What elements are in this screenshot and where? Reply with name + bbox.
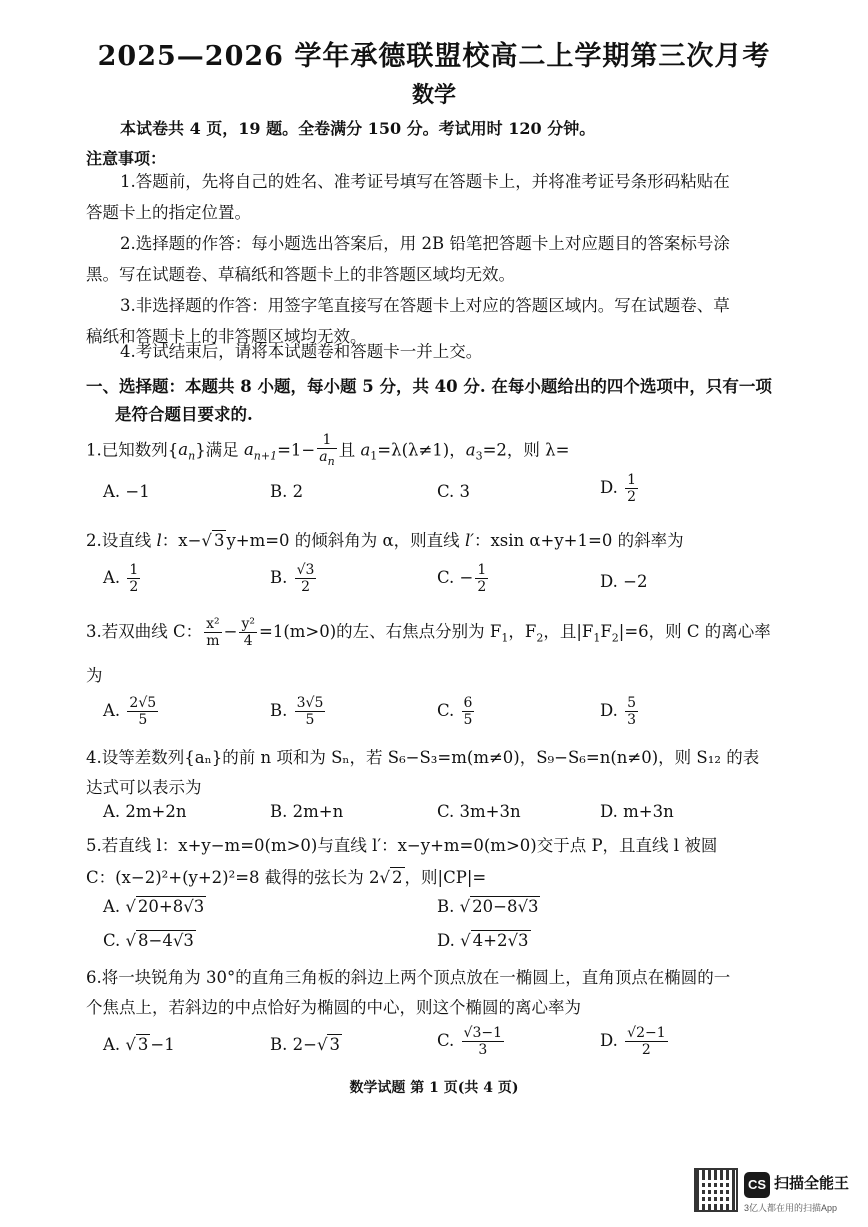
- q5-option-c: C. √ 8−4√3: [103, 931, 194, 950]
- question-5-line1: 5.若直线 l：x+y−m=0(m>0)与直线 l′：x−y+m=0(m>0)交于点 P，且直线 l 被圆: [86, 836, 718, 855]
- section-heading-line2: 是符合题目要求的.: [115, 405, 253, 424]
- q2-option-c: C. − $\frac{1}{2}$: [437, 562, 487, 595]
- question-6-line1: 6.将一块锐角为 30°的直角三角板的斜边上两个顶点放在一椭圆上，直角顶点在椭圆的一: [86, 968, 731, 987]
- q6-option-d: D. $\frac{√2-1}{2}$: [600, 1025, 666, 1058]
- notice-item-1-line1: 1.答题前，先将自己的姓名、准考证号填写在答题卡上，并将准考证号条形码粘贴在: [120, 172, 730, 191]
- notice-item-3-line1: 3.非选择题的作答：用签字笔直接写在答题卡上对应的答题区域内。写在试题卷、草: [120, 296, 730, 315]
- camscanner-tagline: 3亿人都在用的扫描App: [744, 1203, 838, 1213]
- question-2-stem: 2.设直线 l：x−√ 3 y+m=0 的倾斜角为 α，则直线 l′：xsin α+y+1=0 的斜率为: [86, 531, 684, 550]
- q5-option-a: A. √ 20+8√3: [103, 897, 205, 916]
- notice-item-2-line1: 2.选择题的作答：每小题选出答案后，用 2B 铅笔把答题卡上对应题目的答案标号涂: [120, 234, 730, 253]
- q1-option-c: C. 3: [437, 482, 471, 501]
- notice-item-2-line2: 黑。写在试题卷、草稿纸和答题卡上的非答题区域均无效。: [86, 265, 515, 284]
- q5-option-d: D. √ 4+2√3: [437, 931, 529, 950]
- notice-heading: 注意事项：: [86, 149, 167, 168]
- q4-option-a: A. 2m+2n: [103, 802, 187, 821]
- notice-item-1-line2: 答题卡上的指定位置。: [86, 203, 251, 222]
- camscanner-name: 扫描全能王: [774, 1175, 850, 1192]
- question-3-line2: 为: [86, 666, 103, 685]
- qr-code-icon: [694, 1168, 738, 1212]
- question-1-stem: 1.已知数列$\{a_n\}$满足 $a_{n+1}=1-$ $\frac{1}{a_n}$ 且 $a_1=\lambda(\lambda\ne 1)$，$a_3=2$，则 λ=: [86, 432, 570, 468]
- fraction: $\frac{1}{a_n}$: [319, 432, 335, 468]
- q3-option-c: C. $\frac{6}{5}$: [437, 695, 473, 728]
- question-6-line2: 个焦点上，若斜边的中点恰好为椭圆的中心，则这个椭圆的离心率为: [86, 998, 581, 1017]
- exam-title: 2025—2026 学年承德联盟校高二上学期第三次月考: [97, 41, 771, 72]
- camscanner-logo-icon: CS: [744, 1172, 770, 1198]
- notice-item-4: 4.考试结束后，请将本试题卷和答题卡一并上交。: [120, 342, 483, 361]
- q2-option-d: D. −2: [600, 572, 648, 591]
- question-3-stem: 3.若双曲线 C： $\frac{\text{x²}}{m}$ − $\frac{\text{y²}}{4}$ =1(m>0)的左、右焦点分别为 $F_1$，$F_2$，且$|F_1F_2|=6$，则 C 的离心率: [86, 616, 771, 649]
- section-heading-line1: 一、选择题：本题共 8 小题，每小题 5 分，共 40 分. 在每小题给出的四个选项中，只有一项: [86, 377, 772, 396]
- q1-option-b: B. 2: [270, 482, 304, 501]
- q2-option-b: B. $\frac{√3}{2}$: [270, 562, 315, 595]
- notice-item-3-line2: 稿纸和答题卡上的非答题区域均无效。: [86, 327, 367, 346]
- q4-option-c: C. 3m+3n: [437, 802, 521, 821]
- q3-option-a: A. $\frac{2√5}{5}$: [103, 695, 157, 728]
- q1-option-d: D. $\frac{1}{2}$: [600, 472, 637, 505]
- question-4-line1: 4.设等差数列{aₙ}的前 n 项和为 Sₙ，若 S₆−S₃=m(m≠0)，S₉−S₆=n(n≠0)，则 S₁₂ 的表: [86, 748, 760, 767]
- exam-info: 本试卷共 4 页，19 题。全卷满分 150 分。考试用时 120 分钟。: [120, 119, 596, 138]
- q6-option-a: A. √ 3 −1: [103, 1035, 175, 1054]
- page-footer: 数学试题 第 1 页(共 4 页): [349, 1080, 519, 1096]
- question-5-line2: C：(x−2)²+(y+2)²=8 截得的弦长为 2√ 2 ，则|CP|=: [86, 868, 487, 887]
- subject-title: 数学: [411, 82, 456, 108]
- q3-option-d: D. $\frac{5}{3}$: [600, 695, 637, 728]
- q4-option-d: D. m+3n: [600, 802, 674, 821]
- q5-option-b: B. √ 20−8√3: [437, 897, 539, 916]
- q3-option-b: B. $\frac{3√5}{5}$: [270, 695, 324, 728]
- q2-option-a: A. $\frac{1}{2}$: [103, 562, 139, 595]
- q6-option-b: B. 2−√ 3: [270, 1035, 340, 1054]
- q4-option-b: B. 2m+n: [270, 802, 344, 821]
- q1-option-a: A. −1: [103, 482, 150, 501]
- question-4-line2: 达式可以表示为: [86, 778, 202, 797]
- q6-option-c: C. $\frac{√3-1}{3}$: [437, 1025, 503, 1058]
